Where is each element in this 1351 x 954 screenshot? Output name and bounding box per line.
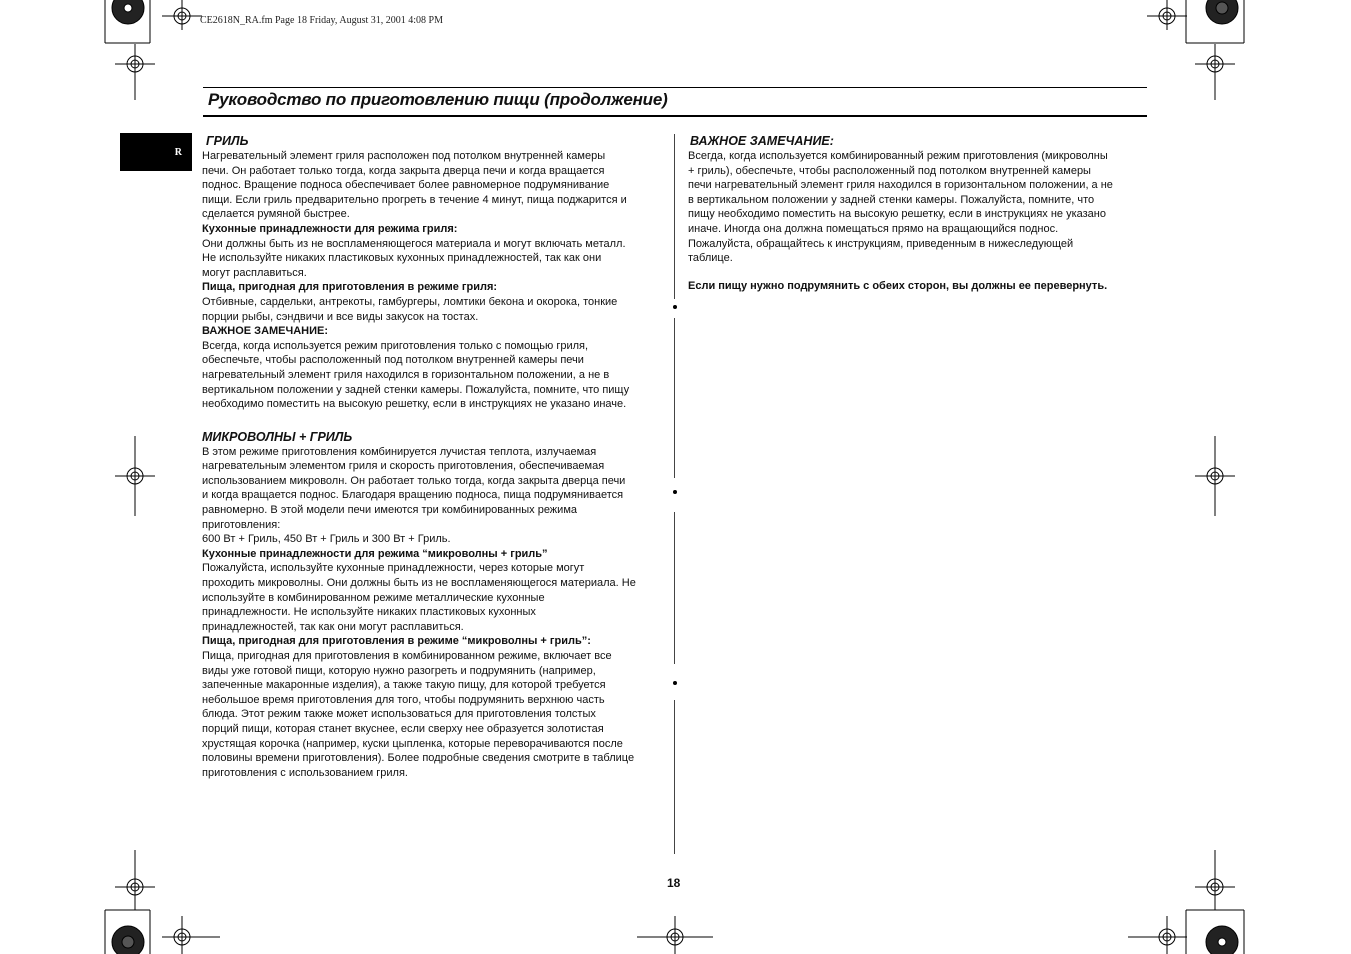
grill-food-paragraph — [202, 295, 664, 324]
text-line: Пища, пригодная для приготовления в комбинированном режиме, включает все — [202, 650, 612, 662]
text-line: хрустящая корочка (например, куски цыпленка, которые переворачиваются после — [202, 737, 623, 750]
column-divider — [674, 700, 675, 854]
text-line: таблице. — [688, 252, 733, 265]
text-line: могут расплавиться. — [202, 266, 307, 279]
text-line: Всегда, когда используется комбинированный режим приготовления (микроволны — [688, 150, 1108, 162]
column-divider — [674, 318, 675, 478]
column-divider — [674, 134, 675, 299]
text-line: принадлежностей, так как они могут расплавиться. — [202, 620, 464, 633]
text-line: вертикальном положении у задней стенки камеры. Пожалуйста, помните, что пищу — [202, 383, 630, 396]
text-line: приготовления: — [202, 518, 281, 531]
text-line: Отбивные, сардельки, антрекоты, гамбургеры, ломтики бекона и окорока, тонкие — [202, 295, 618, 308]
text-line: принадлежности. Не используйте никаких пластиковых кухонных — [202, 606, 536, 619]
language-tab — [120, 133, 192, 171]
text-line: Нагревательный элемент гриля расположен под потолком внутренней камеры — [202, 150, 606, 162]
text-line: нагревательным элементом гриля и скорость приготовления, обеспечиваемая — [202, 460, 605, 473]
text-line: В этом режиме приготовления комбинируется лучистая теплота, излучаемая — [202, 445, 597, 458]
language-tab-letter: R — [174, 147, 182, 158]
text-line: порций пищи, которая станет вкуснее, если сверху нее образуется золотистая — [202, 722, 604, 735]
text-line: блюда. Этот режим также может использоваться для приготовления толстых — [202, 708, 596, 721]
combo-note-paragraph — [688, 149, 1150, 266]
text-line: в вертикальном положении у задней стенки камеры. Пожалуйста, помните, что — [688, 193, 1095, 206]
text-line: печи нагревательный элемент гриля находился в горизонтальном положении, а не — [688, 179, 1113, 192]
combo-food-heading: Пища, пригодная для приготовления в режиме “микроволны + гриль”: — [202, 635, 591, 648]
text-line: пищи. Если гриль предварительно прогреть в течение 4 минут, пища поджарится и — [202, 193, 627, 206]
text-line: Не используйте никаких пластиковых кухонных принадлежностей, так как они — [202, 252, 602, 265]
combo-utensils-paragraph — [202, 561, 664, 634]
combo-note-heading: ВАЖНОЕ ЗАМЕЧАНИЕ: — [690, 134, 834, 148]
grill-note-heading: ВАЖНОЕ ЗАМЕЧАНИЕ: — [202, 325, 329, 338]
flip-note: Если пищу нужно подрумянить с обеих сторон, вы должны ее перевернуть. — [688, 279, 1108, 292]
text-line: половины времени приготовления). Более подробные сведения смотрите в таблице — [202, 752, 635, 765]
grill-heading: ГРИЛЬ — [206, 134, 249, 148]
text-line: 600 Вт + Гриль, 450 Вт + Гриль и 300 Вт + Гриль. — [202, 533, 451, 546]
text-line: порции рыбы, сэндвичи и все виды закусок на тостах. — [202, 310, 479, 323]
binding-dot — [673, 490, 677, 494]
combo-utensils-heading: Кухонные принадлежности для режима “микроволны + гриль” — [202, 547, 548, 560]
text-line: использованием микроволн. Он работает только тогда, когда закрыта дверца печи — [202, 474, 626, 487]
text-line: + гриль), обеспечьте, чтобы расположенный под потолком внутренней камеры — [688, 164, 1091, 177]
grill-utensils-paragraph — [202, 237, 664, 281]
left-column — [202, 134, 664, 780]
combo-paragraph — [202, 445, 664, 547]
text-line: равномерно. В этой модели печи имеются три комбинированных режима — [202, 504, 577, 517]
text-line: запеченные макаронные изделия), а также такую пищу, для которой требуется — [202, 679, 606, 692]
text-line: необходимо поместить на высокую решетку, если в инструкциях не указано иначе. — [202, 398, 627, 411]
right-column — [688, 134, 1150, 293]
header-rule-top — [203, 87, 1147, 88]
header-rule-bottom — [203, 115, 1147, 117]
grill-note-paragraph — [202, 339, 664, 412]
text-line: сделается румяной быстрее. — [202, 208, 350, 221]
text-line: проходить микроволны. Они должны быть из не воспламеняющегося материала. Не — [202, 577, 636, 590]
column-divider — [674, 512, 675, 664]
grill-paragraph — [202, 149, 664, 222]
text-line: Пожалуйста, используйте кухонные принадлежности, через которые могут — [202, 562, 585, 575]
text-line: обеспечьте, чтобы расположенный под потолком внутренней камеры печи — [202, 354, 584, 367]
text-line: Они должны быть из не воспламеняющегося материала и могут включать металл. — [202, 237, 626, 250]
text-line: поднос. Вращение подноса обеспечивает более равномерное подрумянивание — [202, 179, 610, 192]
combo-food-paragraph — [202, 649, 664, 780]
binding-dot — [673, 305, 677, 309]
text-line: Всегда, когда используется режим приготовления только с помощью гриля, — [202, 339, 589, 352]
text-line: Пожалуйста, обращайтесь к инструкциям, приведенным в нижеследующей — [688, 237, 1074, 250]
text-line: пищу необходимо поместить на высокую решетку, если в инструкциях не указано — [688, 208, 1106, 221]
file-info: CE2618N_RA.fm Page 18 Friday, August 31, 2001 4:08 PM — [200, 15, 443, 26]
grill-food-heading: Пища, пригодная для приготовления в режиме гриля: — [202, 281, 498, 294]
binding-dot — [673, 681, 677, 685]
text-line: виды уже готовой пищи, которую нужно разогреть и подрумянить (например, — [202, 664, 596, 677]
text-line: приготовления с использованием гриля. — [202, 766, 408, 779]
text-line: иначе. Иногда она должна помещаться прямо на вращающийся поднос. — [688, 222, 1059, 235]
text-line: печи. Он работает только тогда, когда закрыта дверца печи и когда вращается — [202, 164, 605, 177]
page-number: 18 — [667, 876, 681, 890]
page-title: Руководство по приготовлению пищи (продолжение) — [208, 90, 668, 109]
text-line: и когда вращается поднос. Благодаря вращению подноса, пища подрумянивается — [202, 489, 624, 502]
text-line: нагревательный элемент гриля находился в горизонтальном положении, а не в — [202, 368, 610, 381]
grill-utensils-heading: Кухонные принадлежности для режима гриля: — [202, 222, 458, 235]
text-line: небольшое время приготовления для того, чтобы подрумянить верхнюю часть — [202, 693, 605, 706]
text-line: используйте в комбинированном режиме металлические кухонные — [202, 591, 545, 604]
combo-heading: МИКРОВОЛНЫ + ГРИЛЬ — [202, 429, 353, 444]
